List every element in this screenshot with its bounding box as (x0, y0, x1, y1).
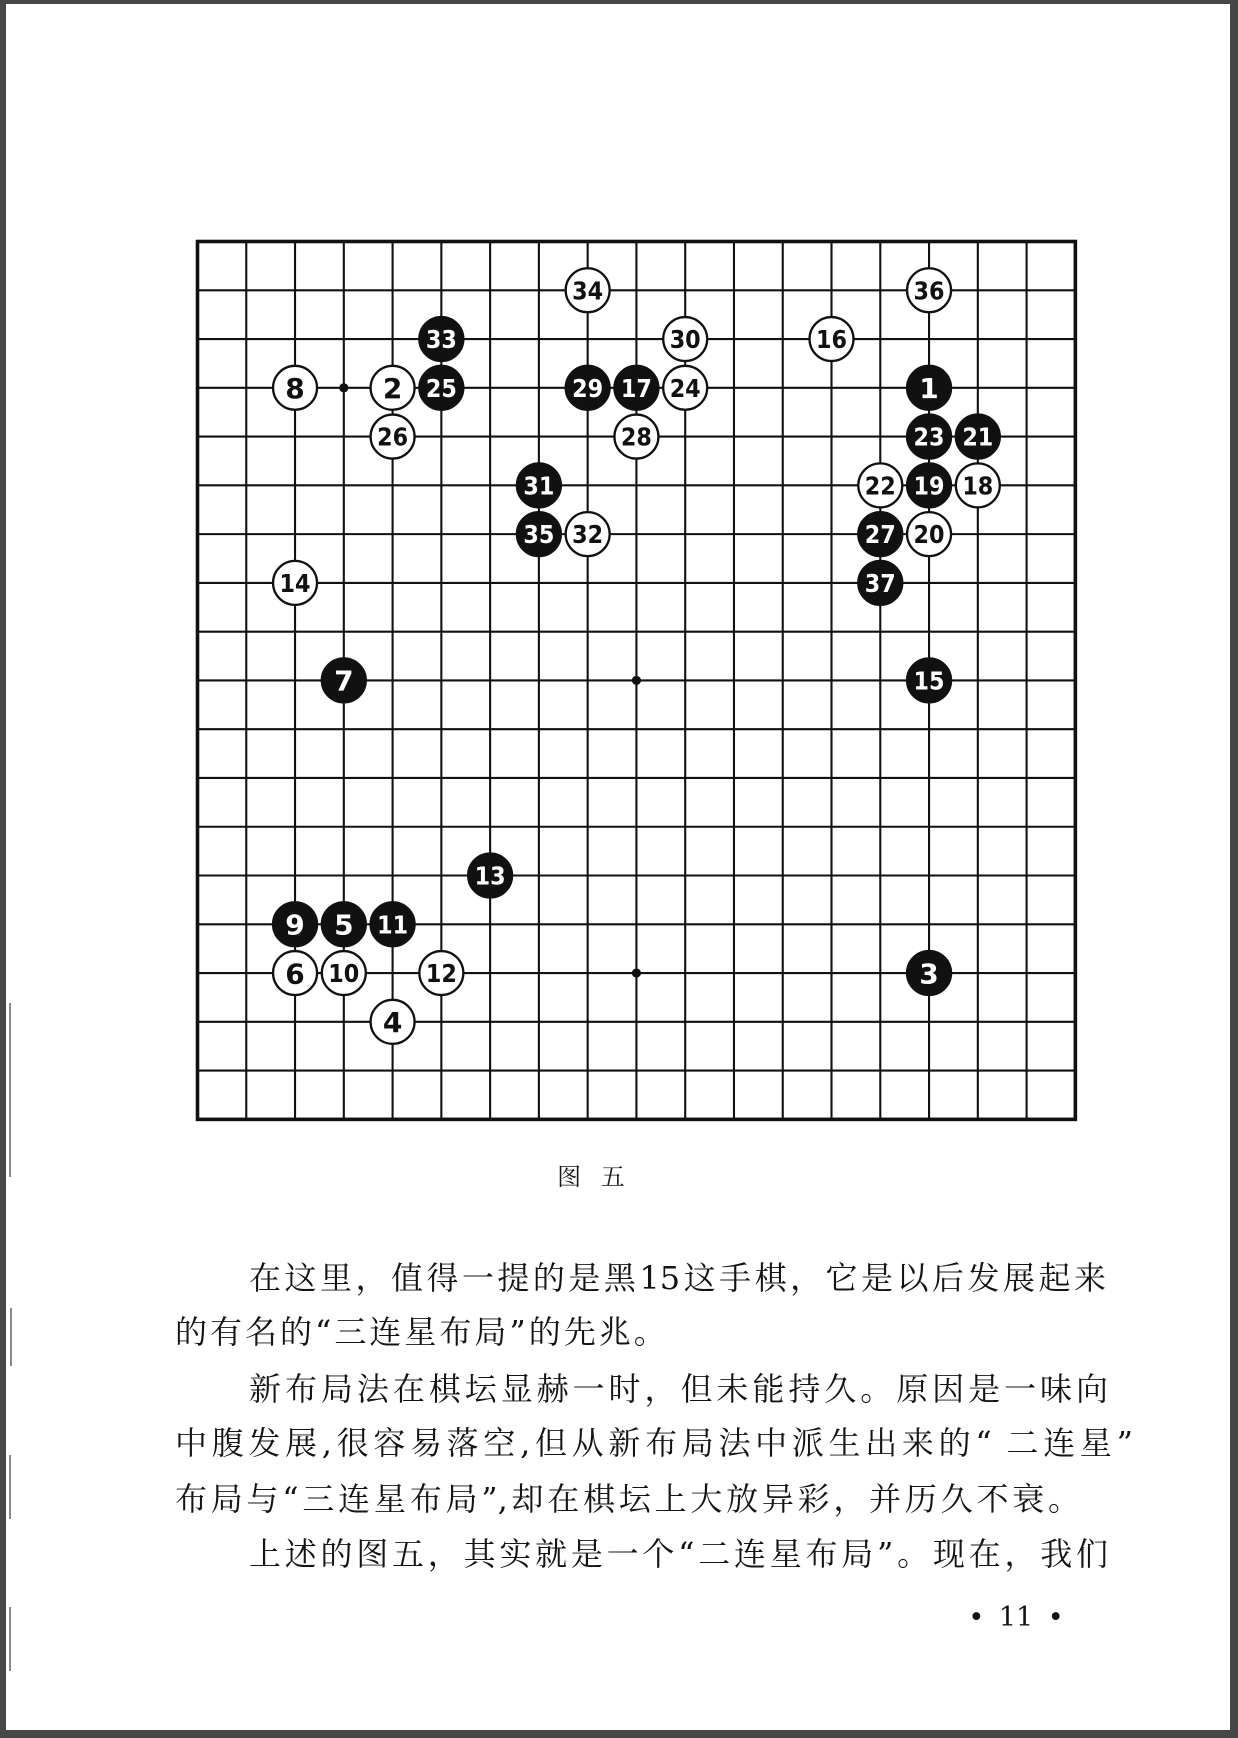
white-stone (273, 366, 317, 410)
black-stone (273, 902, 317, 946)
scan-mark (10, 1308, 12, 1366)
move-number: 25 (425, 373, 457, 403)
move-number: 5 (334, 908, 354, 942)
black-stone (419, 366, 463, 410)
black-stone (322, 658, 366, 702)
page-number: • 11 • (968, 1602, 1064, 1633)
star-point (339, 383, 348, 392)
move-number: 28 (620, 422, 652, 452)
move-number: 20 (913, 520, 945, 550)
black-stone (956, 415, 1000, 459)
black-stone (907, 951, 951, 995)
move-number: 30 (669, 325, 701, 355)
white-stone (371, 366, 415, 410)
move-number: 6 (285, 957, 305, 991)
move-number: 14 (279, 569, 311, 599)
black-stone (907, 463, 951, 507)
move-number: 3 (919, 957, 939, 991)
white-stone (907, 512, 951, 556)
white-stone (810, 317, 854, 361)
move-number: 9 (285, 908, 305, 942)
move-number: 4 (382, 1006, 403, 1040)
figure-caption: 图 五 (557, 1163, 625, 1191)
black-stone (614, 366, 658, 410)
white-stone (273, 951, 317, 995)
move-number: 34 (572, 276, 604, 306)
move-number: 37 (864, 569, 896, 599)
move-number: 26 (377, 422, 409, 452)
black-stone (468, 854, 512, 898)
white-stone (663, 317, 707, 361)
paragraph-2-line-3: 布局与“三连星布局”,却在棋坛上大放异彩，并历久不衰。 (175, 1480, 1080, 1518)
move-number: 36 (913, 276, 945, 306)
move-number: 27 (864, 520, 896, 550)
white-stone (322, 951, 366, 995)
move-number: 23 (913, 422, 945, 452)
white-stone (614, 415, 658, 459)
move-number: 16 (816, 325, 848, 355)
black-stone (907, 366, 951, 410)
paragraph-3-line-1: 上述的图五，其实就是一个“二连星布局”。现在，我们 (249, 1535, 1108, 1573)
move-number: 33 (425, 325, 457, 355)
black-stone (566, 366, 610, 410)
move-number: 22 (864, 471, 896, 501)
move-number: 31 (523, 471, 555, 501)
paragraph-1-line-1: 在这里，值得一提的是黑15这手棋，它是以后发展起来 (249, 1259, 1106, 1297)
paragraph-2-line-1: 新布局法在棋坛显赫一时，但未能持久。原因是一味向 (249, 1370, 1108, 1408)
white-stone (858, 463, 902, 507)
black-stone (517, 463, 561, 507)
scan-mark (9, 1607, 11, 1671)
white-stone (907, 268, 951, 312)
move-number: 12 (425, 959, 457, 989)
white-stone (566, 268, 610, 312)
black-stone (907, 658, 951, 702)
black-stone (419, 317, 463, 361)
move-number: 17 (620, 373, 652, 403)
move-number: 15 (913, 666, 945, 696)
white-stone (419, 951, 463, 995)
white-stone (371, 415, 415, 459)
move-number: 10 (328, 959, 360, 989)
move-number: 8 (285, 372, 305, 406)
move-number: 24 (669, 373, 701, 403)
white-stone (956, 463, 1000, 507)
black-stone (858, 512, 902, 556)
black-stone (858, 561, 902, 605)
move-number: 29 (572, 373, 604, 403)
star-point (632, 968, 641, 977)
move-number: 35 (523, 520, 555, 550)
black-stone (907, 415, 951, 459)
white-stone (663, 366, 707, 410)
black-stone (371, 902, 415, 946)
white-stone (273, 561, 317, 605)
scan-mark (9, 1003, 11, 1177)
white-stone (371, 1000, 415, 1044)
move-number: 32 (572, 520, 604, 550)
black-stone (517, 512, 561, 556)
go-board-diagram (180, 224, 1092, 1136)
paragraph-2-line-2: 中腹发展,很容易落空,但从新布局法中派生出来的“ 二连星” (175, 1424, 1133, 1462)
move-number: 7 (334, 664, 354, 698)
white-stone (566, 512, 610, 556)
black-stone (322, 902, 366, 946)
move-number: 18 (962, 471, 994, 501)
move-number: 1 (919, 372, 939, 406)
move-number: 21 (962, 422, 994, 452)
move-number: 13 (474, 861, 506, 891)
move-number: 2 (382, 372, 403, 406)
star-point (632, 676, 641, 685)
paragraph-1-line-2: 的有名的“三连星布局”的先兆。 (175, 1313, 669, 1351)
move-number: 19 (913, 471, 945, 501)
scan-mark (9, 1455, 11, 1519)
move-number: 11 (377, 910, 409, 940)
